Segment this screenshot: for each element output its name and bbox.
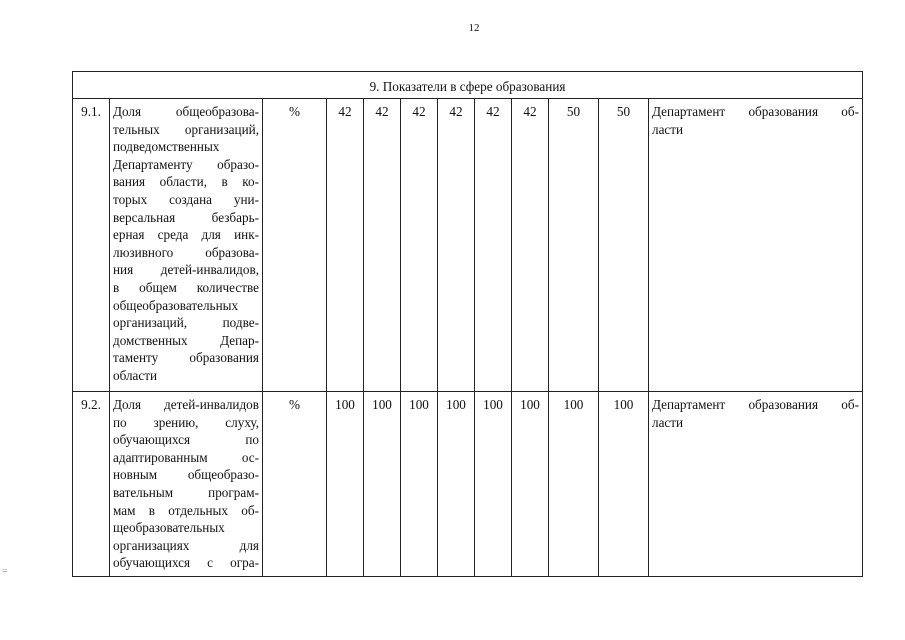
indicator-name-line: организаций, подве- <box>113 315 259 331</box>
indicator-name-line: щеобразовательных <box>113 520 225 536</box>
section-header-row <box>73 72 863 99</box>
value-cell: 42 <box>512 99 549 392</box>
unit-cell: % <box>263 99 327 392</box>
indicator-name-line: таменту образования <box>113 350 259 366</box>
value-cell: 42 <box>364 99 401 392</box>
indicator-name-line: адаптированным ос- <box>113 449 259 465</box>
indicator-name-line: версальная безбарь- <box>113 209 259 225</box>
executor-line: Департамент образования об- <box>652 104 860 119</box>
value-cell: 100 <box>401 392 438 577</box>
indicator-name <box>110 392 263 577</box>
value-cell: 100 <box>438 392 475 577</box>
value-cell: 100 <box>549 392 599 577</box>
unit-cell: % <box>263 392 327 577</box>
section-title: 9. Показатели в сфере образования <box>73 72 863 99</box>
executor-line: ласти <box>652 121 684 137</box>
table-row <box>73 99 863 392</box>
executor-cell <box>649 99 863 392</box>
value-cell: 42 <box>401 99 438 392</box>
value-cell: 50 <box>599 99 649 392</box>
indicator-name-line: обучающихся по <box>113 432 259 448</box>
indicators-table <box>72 71 863 577</box>
scan-edge-mark: = <box>2 566 8 577</box>
indicator-name-line: Департаменту образо- <box>113 156 259 172</box>
value-cell: 100 <box>364 392 401 577</box>
table-row <box>73 392 863 577</box>
indicator-name-line: обучающихся с огра- <box>113 555 259 571</box>
indicator-name-line: ерная среда для инк- <box>113 227 259 243</box>
indicator-name-line: области <box>113 367 158 383</box>
indicator-name-line: торых создана уни- <box>113 191 259 207</box>
page-number: 12 <box>468 22 480 34</box>
value-cell: 42 <box>327 99 364 392</box>
indicator-name-line: мам в отдельных об- <box>113 502 259 518</box>
indicator-name-line: организациях для <box>113 537 259 553</box>
executor-cell <box>649 392 863 577</box>
indicator-name-line: новным общеобразо- <box>113 467 259 483</box>
indicator-name-line: люзивного образова- <box>113 244 259 260</box>
row-number: 9.1. <box>73 99 110 392</box>
value-cell: 50 <box>549 99 599 392</box>
indicator-name-line: общеобразовательных <box>113 297 239 313</box>
indicator-name-line: тельных организаций, <box>113 121 259 137</box>
indicator-name-line: подведомственных <box>113 139 220 155</box>
value-cell: 100 <box>599 392 649 577</box>
value-cell: 100 <box>327 392 364 577</box>
value-cell: 100 <box>512 392 549 577</box>
indicator-name-line: домственных Депар- <box>113 332 259 348</box>
executor-line: Департамент образования об- <box>652 397 860 412</box>
indicator-name-line: вания области, в ко- <box>113 174 259 190</box>
indicator-name <box>110 99 263 392</box>
row-number: 9.2. <box>73 392 110 577</box>
value-cell: 42 <box>475 99 512 392</box>
indicator-name-line: Доля детей-инвалидов <box>113 397 259 412</box>
indicator-name-line: в общем количестве <box>113 279 259 295</box>
indicator-name-line: по зрению, слуху, <box>113 414 259 430</box>
indicator-name-line: Доля общеобразова- <box>113 104 259 119</box>
value-cell: 42 <box>438 99 475 392</box>
indicator-name-line: вательным програм- <box>113 484 259 500</box>
executor-line: ласти <box>652 414 684 430</box>
indicator-name-line: ния детей-инвалидов, <box>113 262 259 278</box>
value-cell: 100 <box>475 392 512 577</box>
